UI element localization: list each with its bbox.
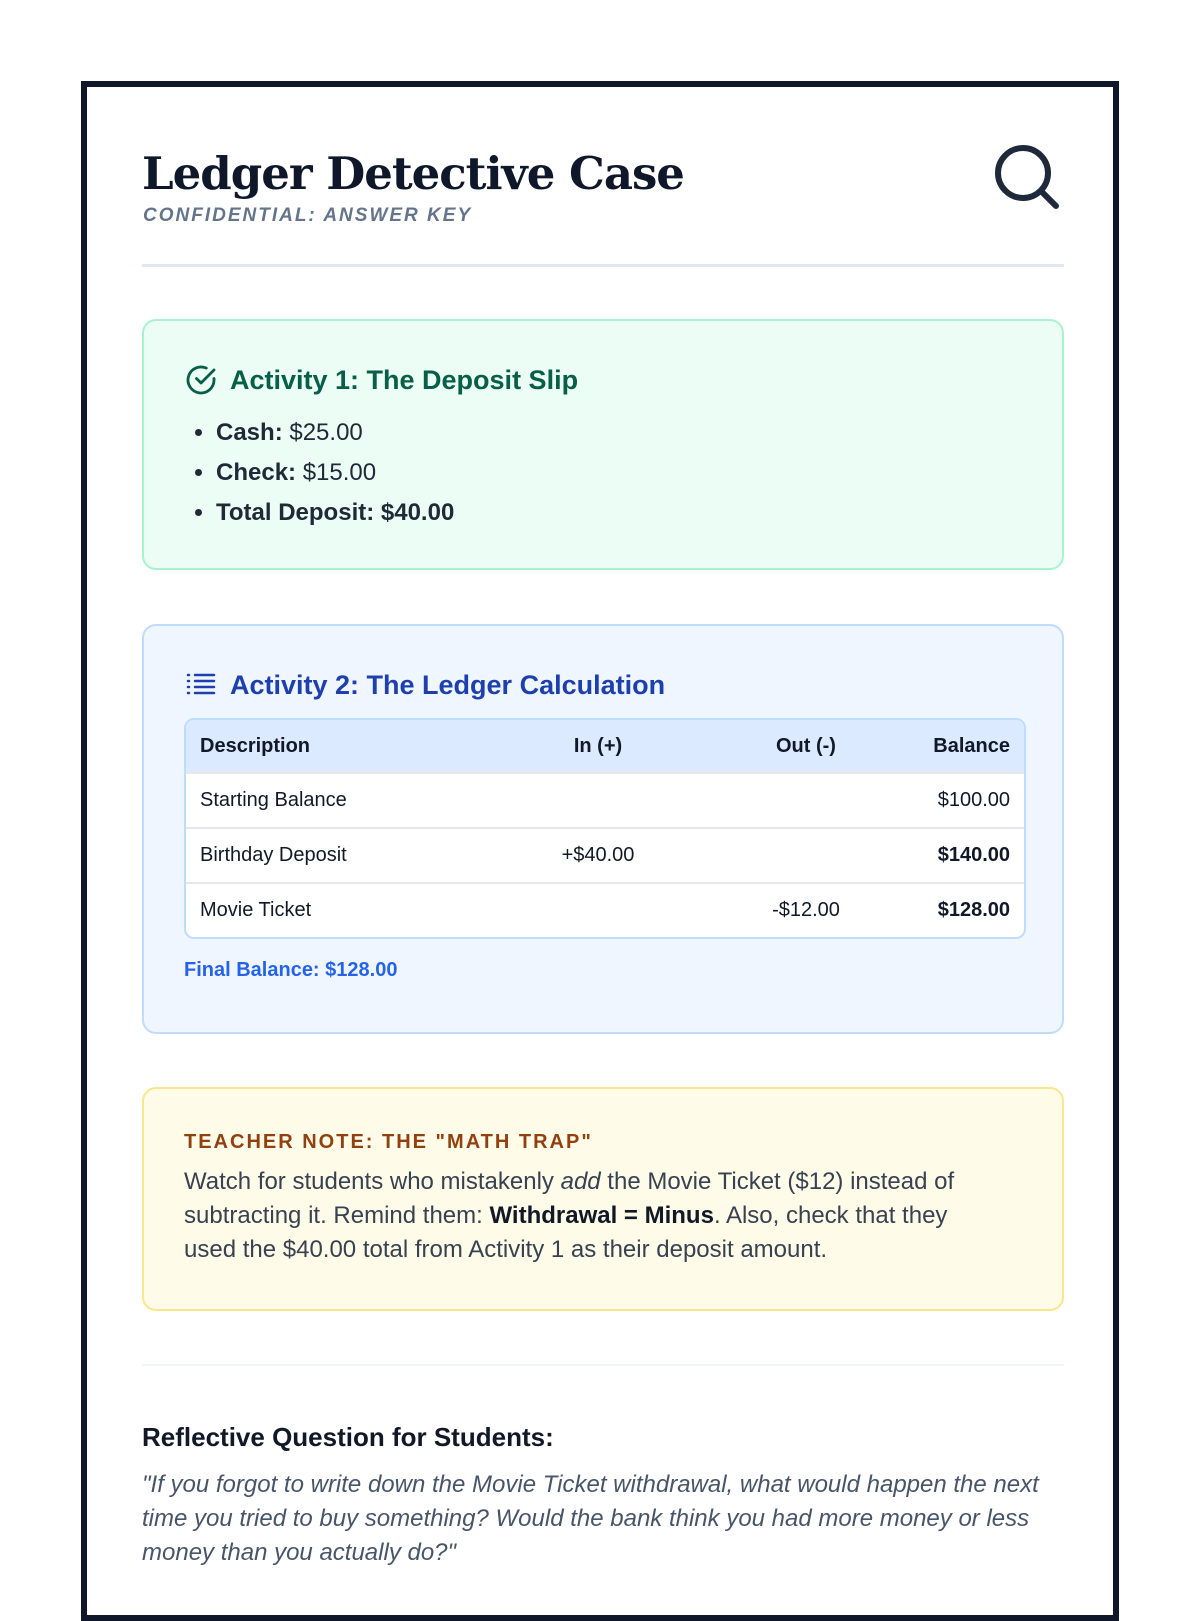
deposit-value: $25.00: [289, 419, 363, 446]
list-icon: [184, 668, 218, 702]
deposit-list: [216, 413, 454, 533]
note-text-part: . Also, check that they used the $40.00 total from Activity 1 as their deposit amount.: [184, 1202, 948, 1263]
note-strong: Withdrawal = Minus: [489, 1202, 714, 1229]
deposit-value: $15.00: [302, 459, 377, 486]
activity-2-panel: [142, 624, 1064, 1034]
deposit-label: Check:: [216, 459, 297, 486]
card-content: [142, 142, 1064, 1566]
row-description: Birthday Deposit: [186, 828, 494, 883]
column-header: Description: [186, 720, 494, 773]
list-item: [216, 453, 454, 493]
page-header: [142, 142, 1064, 267]
teacher-note-text: [184, 1165, 1004, 1267]
column-header: Out (-): [702, 720, 910, 773]
note-text-part: Watch for students who mistakenly: [184, 1168, 561, 1195]
reflection-quote: "If you forgot to write down the Movie Ticket withdrawal, what would happen the next time you tried to buy something? Would the bank think you had more money or less money than you actually do?": [142, 1471, 1039, 1566]
column-header: Balance: [910, 720, 1024, 773]
row-balance: $128.00: [910, 883, 1024, 937]
table-row: [186, 883, 1024, 937]
ledger-table: [184, 718, 1026, 939]
row-out: [702, 773, 910, 828]
row-balance: $140.00: [910, 828, 1024, 883]
column-header: In (+): [494, 720, 702, 773]
activity-1-title: [184, 363, 578, 397]
teacher-note-label: TEACHER NOTE: THE "MATH TRAP": [184, 1131, 593, 1153]
row-balance: $100.00: [910, 773, 1024, 828]
page-title: Ledger Detective Case: [142, 147, 684, 200]
note-text-part: the Movie Ticket ($12) instead of subtracting it. Remind them:: [184, 1168, 955, 1229]
activity-1-panel: [142, 319, 1064, 570]
page-subtitle: CONFIDENTIAL: ANSWER KEY: [143, 205, 473, 226]
deposit-label: Cash:: [216, 419, 283, 446]
table-row: [186, 773, 1024, 828]
list-item: [216, 493, 454, 533]
table-row: [186, 828, 1024, 883]
answer-key-card: [81, 81, 1119, 1621]
note-emphasis: add: [560, 1168, 601, 1195]
row-in: [494, 773, 702, 828]
check-circle-icon: [184, 363, 218, 397]
activity-2-title-text: Activity 2: The Ledger Calculation: [230, 669, 666, 700]
search-icon: [992, 142, 1064, 214]
row-out: -$12.00: [702, 883, 910, 937]
table-header-row: [186, 720, 1024, 773]
reflection-heading: Reflective Question for Students:: [142, 1422, 554, 1452]
list-item: [216, 413, 454, 453]
row-in: +$40.00: [494, 828, 702, 883]
row-in: [494, 883, 702, 937]
row-description: Movie Ticket: [186, 883, 494, 937]
teacher-note-panel: [142, 1087, 1064, 1311]
row-description: Starting Balance: [186, 773, 494, 828]
section-divider: [142, 1364, 1064, 1366]
row-out: [702, 828, 910, 883]
deposit-total: Total Deposit: $40.00: [216, 499, 455, 526]
activity-2-title: [184, 668, 665, 702]
final-balance: Final Balance: $128.00: [184, 959, 398, 981]
activity-1-title-text: Activity 1: The Deposit Slip: [230, 364, 579, 395]
